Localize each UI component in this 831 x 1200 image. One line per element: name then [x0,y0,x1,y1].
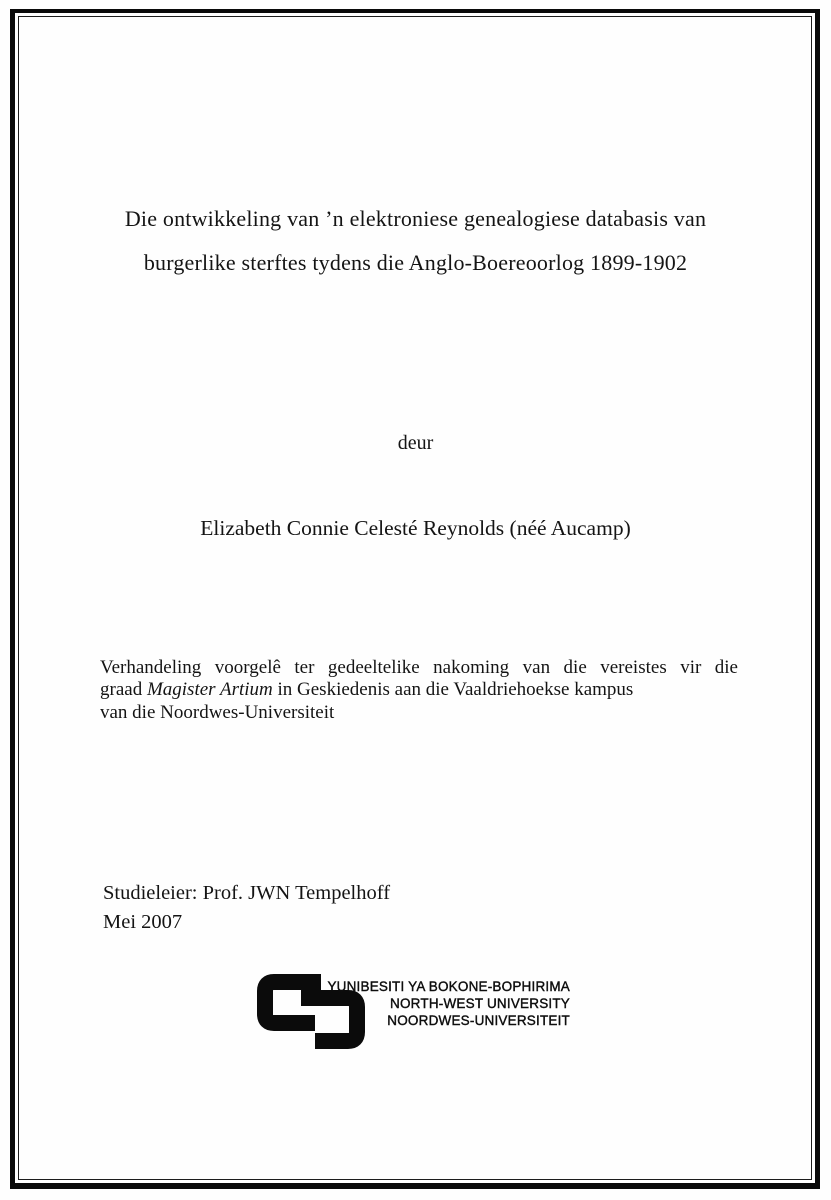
supervisor-block [103,879,390,936]
degree-statement-line-2 [100,679,738,701]
degree-statement-line-2-suffix: in Geskiedenis aan die Vaaldriehoekse kampus [272,679,634,701]
supervisor-line: Studieleier: Prof. JWN Tempelhoff [103,882,391,904]
university-name-english: NORTH-WEST UNIVERSITY [390,996,570,1011]
date-line: Mei 2007 [103,910,183,933]
degree-statement-line-1: Verhandeling voorgelê ter gedeeltelike nakoming van die vereistes vir die [100,657,738,678]
degree-statement [100,657,738,724]
university-name-setswana: YUNIBESITI YA BOKONE-BOPHIRIMA [327,979,570,994]
degree-name-italic: Magister Artium [146,679,273,701]
university-name-afrikaans: NOORDWES-UNIVERSITEIT [387,1013,570,1028]
thesis-title-line-2: burgerlike sterftes tydens die Anglo-Boereoorlog 1899-1902 [143,249,688,275]
degree-statement-line-2-prefix: graad [100,679,147,701]
thesis-title-line-1: Die ontwikkeling van ’n elektroniese genealogiese databasis van [124,206,707,231]
university-logo-text [316,978,570,1029]
degree-statement-line-3: van die Noordwes-Universiteit [100,701,335,723]
byline-deur: deur [397,432,434,454]
thesis-title [0,197,831,284]
author-name: Elizabeth Connie Celesté Reynolds (néé Aucamp) [200,516,631,540]
